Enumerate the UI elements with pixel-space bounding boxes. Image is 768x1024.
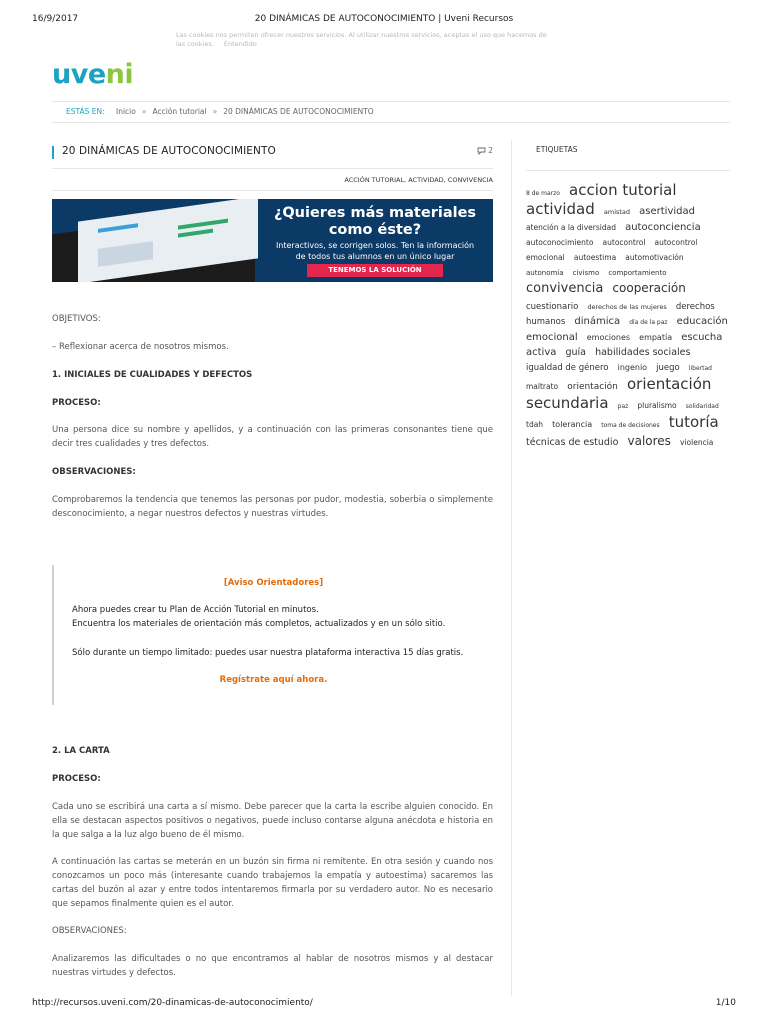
tag-link[interactable]: paz [617, 403, 629, 410]
post-header [52, 145, 493, 161]
tag-link[interactable]: igualdad de género [526, 363, 609, 373]
tag-link[interactable]: valores [627, 434, 671, 448]
section-label-objetivos: OBJETIVOS: [52, 314, 101, 324]
objective-item: – Reflexionar acerca de nosotros mismos. [52, 342, 229, 352]
sidebar-divider [511, 140, 512, 996]
banner-subtext [257, 240, 493, 262]
notice-line: Ahora puedes crear tu Plan de Acción Tutorial en minutos. [72, 605, 319, 615]
post-tags[interactable]: ACCIÓN TUTORIAL, ACTIVIDAD, CONVIVENCIA [344, 176, 493, 184]
banner-headline-line-1: ¿Quieres más materiales [273, 205, 477, 221]
tag-link[interactable]: autoestima [573, 253, 617, 262]
sidebar [526, 145, 730, 451]
comments-link[interactable] [477, 146, 493, 155]
tag-link[interactable]: empatía [639, 333, 673, 342]
tag-cloud [526, 181, 730, 451]
paragraph: Cada uno se escribirá una carta a sí mismo. Debe parecer que la carta la escribe alguien conocido. En ella se destacan aspectos positivos o negativos, puede incluso contarse alguna anécdota e historia en la que salga a la luz algo bueno de él mismo. [52, 802, 493, 840]
tag-link[interactable]: guía [565, 347, 586, 358]
tag-link[interactable]: ingenio [617, 363, 648, 372]
comment-count: 2 [488, 146, 493, 155]
logo-part-1: uve [52, 59, 106, 90]
tag-link[interactable]: civismo [572, 269, 600, 277]
banner-headline [257, 205, 493, 239]
banner-subtext-line-2: de todos tus alumnos en un único lugar [295, 252, 455, 261]
tag-link[interactable]: convivencia [526, 281, 604, 296]
tag-link[interactable]: tolerancia [552, 420, 593, 429]
divider [52, 168, 493, 169]
print-url: http://recursos.uveni.com/20-dinamicas-de-autoconocimiento/ [32, 998, 313, 1008]
tag-link[interactable]: derechos de las mujeres [587, 303, 667, 311]
notice-line: Sólo durante un tiempo limitado: puedes usar nuestra plataforma interactiva 15 días gratis. [72, 648, 464, 658]
logo-part-2: ni [105, 59, 134, 90]
tag-link[interactable]: tutoría [668, 413, 719, 431]
tag-link[interactable]: atención a la diversidad [526, 223, 616, 232]
tag-link[interactable]: cooperación [612, 281, 686, 295]
tag-link[interactable]: emociones [586, 333, 631, 342]
title-accent-bar [52, 146, 54, 159]
tag-link[interactable]: cuestionario [526, 302, 579, 312]
print-page-number: 1/10 [715, 998, 736, 1008]
cookie-notice [176, 31, 556, 49]
cookie-text: Las cookies nos permiten ofrecer nuestros servicios. Al utilizar nuestros servicios, aceptas el uso que hacemos de las cookies. [176, 31, 547, 48]
tag-link[interactable]: técnicas de estudio [526, 437, 619, 448]
tag-link[interactable]: violencia [680, 438, 714, 447]
banner-subtext-line-1: Interactivos, se corrigen solos. Ten la información [275, 241, 475, 250]
tag-link[interactable]: autonomía [526, 269, 564, 277]
cookie-accept-button[interactable]: Entendido [223, 40, 257, 48]
print-header [32, 14, 736, 26]
paragraph: Una persona dice su nombre y apellidos, y a continuación con las primeras consonantes tiene que decir tres cualidades y tres defectos. [52, 425, 493, 449]
tag-link[interactable]: día de la paz [629, 319, 668, 326]
section-label-observaciones: OBSERVACIONES: [52, 467, 136, 477]
tag-link[interactable]: amistad [603, 208, 631, 216]
tag-link[interactable]: autocontrol [602, 238, 646, 247]
breadcrumb-separator: » [212, 107, 218, 116]
page-title: 20 DINÁMICAS DE AUTOCONOCIMIENTO [62, 145, 276, 157]
tag-link[interactable]: tdah [526, 420, 544, 429]
section-label-proceso: PROCESO: [52, 398, 101, 408]
tag-link[interactable]: libertad [688, 365, 712, 372]
tag-link[interactable]: automotivación [625, 253, 684, 262]
tag-link[interactable]: autoconocimiento [526, 238, 594, 247]
tag-link[interactable]: orientación secundaria [526, 375, 712, 412]
tag-link[interactable]: habilidades sociales [595, 347, 691, 358]
tag-link[interactable]: derechos humanos [526, 302, 715, 327]
tag-link[interactable]: juego [656, 363, 680, 373]
tag-link[interactable]: accion tutorial [569, 181, 677, 199]
banner-cta-button[interactable]: TENEMOS LA SOLUCIÓN [307, 264, 443, 277]
section-heading: 2. LA CARTA [52, 746, 110, 756]
tag-link[interactable]: dinámica [574, 316, 621, 327]
sidebar-title: ETIQUETAS [536, 145, 578, 154]
tag-link[interactable]: maltrato [526, 382, 559, 391]
notice-heading: [Aviso Orientadores] [223, 578, 324, 588]
notice-line: Encuentra los materiales de orientación más completos, actualizados y en un sólo sitio. [72, 619, 446, 629]
tag-link[interactable]: pluralismo [637, 401, 677, 410]
print-title: 20 DINÁMICAS DE AUTOCONOCIMIENTO | Uveni Recursos [254, 14, 514, 24]
section-label-observaciones: OBSERVACIONES: [52, 926, 127, 936]
divider [526, 170, 730, 171]
tag-link[interactable]: autoconciencia [625, 222, 701, 233]
banner-headline-line-2: como éste? [328, 222, 422, 238]
breadcrumb-item-accion-tutorial[interactable]: Acción tutorial [152, 107, 207, 116]
breadcrumb-item-inicio[interactable]: Inicio [116, 107, 136, 116]
breadcrumb-label: ESTÁS EN: [66, 107, 105, 116]
notice-box [52, 565, 493, 705]
promo-banner[interactable] [52, 199, 493, 282]
tag-link[interactable]: actividad [526, 200, 595, 218]
register-link[interactable]: Regístrate aquí ahora. [219, 675, 328, 685]
tag-link[interactable]: escucha activa [526, 332, 723, 358]
site-logo[interactable] [52, 60, 133, 90]
tag-link[interactable]: autocontrol emocional [526, 238, 698, 262]
section-heading: 1. INICIALES DE CUALIDADES Y DEFECTOS [52, 370, 253, 380]
comments-icon [477, 147, 486, 155]
tag-link[interactable]: orientación [567, 382, 618, 392]
tag-link[interactable]: solidaridad [685, 403, 719, 410]
divider [52, 190, 493, 191]
breadcrumb [52, 101, 730, 123]
paragraph: Comprobaremos la tendencia que tenemos las personas por pudor, modestia, soberbia o simplemente desconocimiento, a negar nuestros defectos y nuestras virtudes. [52, 495, 493, 519]
paragraph: Analizaremos las dificultades o no que encontramos al hablar de nosotros mismos y al destacar nuestras virtudes y defectos. [52, 954, 493, 978]
tag-link[interactable]: comportamiento [608, 269, 667, 277]
tag-link[interactable]: asertividad [639, 206, 695, 217]
tag-link[interactable]: toma de decisiones [601, 422, 660, 429]
breadcrumb-separator: » [141, 107, 147, 116]
paragraph: A continuación las cartas se meterán en un buzón sin firma ni remitente. En otra sesión y cuando nos conozcamos un poco más (interesante cuando trabajemos la empatía y autoestima) sacaremos las cartas del buzón al azar y entre todos intentaremos firmarla por su verdadero autor. No es necesario que sepamos finalmente quien es el autor. [52, 857, 493, 909]
tag-link[interactable]: educación emocional [526, 316, 728, 343]
tag-link[interactable]: 8 de marzo [526, 190, 560, 197]
print-date: 16/9/2017 [32, 14, 79, 24]
breadcrumb-item-current: 20 DINÁMICAS DE AUTOCONOCIMIENTO [223, 107, 374, 116]
section-label-proceso: PROCESO: [52, 774, 101, 784]
